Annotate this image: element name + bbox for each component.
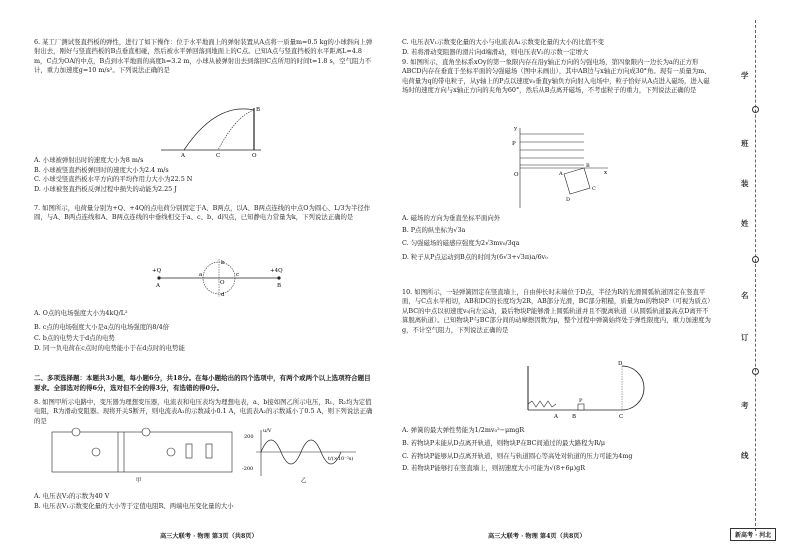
fig9-label-C: C	[592, 186, 596, 192]
q10-option-d: D. 若物块P能够打在竖直墙上，则初速度大小可能为√(8+6μ)gR	[402, 464, 586, 472]
section-heading-text: 二、多项选择题：本题共3小题，每小题6分，共18分。在每小题给出的四个选项中，有两个或两个以上选项符合题目要求。全部选对的得6分，选对但不全的得3分，有选错的得0分。	[34, 374, 371, 392]
q10-option-c: C. 若物块P能够从D点离开轨道，则在与轨道圆心等高处对轨道的压力可能为4mg	[402, 452, 633, 460]
question-9-figure	[512, 124, 612, 212]
margin-char-1: 学	[741, 71, 749, 80]
fig7-label-plusQ: +Q	[152, 268, 162, 274]
fig7-label-B: B	[277, 283, 282, 289]
margin-circle	[752, 106, 759, 113]
question-8-stem: 8. 如图甲所示电路中，变压器为理想变压器，电流表和电压表均为理想电表，a、b接如图乙所示电压，R₁、R₂均为定值电阻，R为滑动变阻器。现将开关S断开，则电流表A₁的示数减小0.1 A，电流表A₂的示数减小了0.5 A，则下列说法正确的是	[34, 398, 373, 425]
question-6-options	[34, 156, 374, 194]
left-page-footer	[160, 531, 258, 540]
fig7-label-a: a	[199, 272, 203, 278]
binding-margin	[731, 0, 781, 551]
question-10-options	[402, 424, 712, 474]
question-7-options	[34, 306, 374, 353]
fig8-label-u: u/V	[263, 428, 272, 434]
question-8	[34, 398, 374, 426]
fig9-label-D: D	[566, 197, 571, 203]
q7-option-c: C. b点的电势大于d点的电势	[34, 334, 115, 342]
fig8-label-axis: t/(×10⁻²s)	[328, 456, 354, 462]
margin-char-4: 姓	[741, 219, 749, 228]
q6-option-d: D. 小球被竖直挡板反弹过程中损失的动能为2.25 J	[34, 184, 177, 193]
fig7-label-b: b	[221, 260, 225, 266]
fig6-label-B: B	[256, 107, 261, 113]
fig7-label-A: A	[156, 283, 160, 289]
q6-option-b: B. 小球被竖直挡板弹回时的速度大小为2.4 m/s	[34, 165, 169, 174]
fig7-label-O: O	[220, 280, 225, 286]
fig7-label-plus4Q: +4Q	[270, 268, 283, 274]
fig7-label-c: c	[236, 272, 240, 278]
fig10-label-C: C	[619, 414, 624, 420]
q9-option-b: B. P点的纵坐标为√3a	[402, 226, 466, 234]
question-10	[402, 288, 712, 335]
fig6-label-A: A	[181, 153, 185, 158]
fig6-label-O: O	[252, 153, 257, 158]
q8-option-c: C. 电压表V₁示数变化量的大小与电流表A₁示数变化量的大小的比值不变	[402, 38, 605, 46]
question-7-stem: 7. 如图所示，电荷量分别为+Q、+4Q的点电荷分别固定于A、B两点，以A、B两点连线的中点O为圆心、L/3为半径作圆，与A、B两点连线和A、B两点连线的中垂线相交于a、c、b、d四点，已知静电力常量为k，下列说法正确的是	[34, 204, 371, 222]
right-page-footer	[488, 531, 586, 540]
section-heading-multiple-choice	[34, 374, 374, 393]
margin-char-5: 名	[741, 291, 749, 300]
fig7-label-d: d	[221, 292, 225, 298]
question-7-figure	[144, 256, 294, 300]
margin-circle	[752, 368, 759, 375]
margin-char-8: 线	[741, 451, 749, 460]
q7-option-d: D. 同一负电荷在c点时的电势能小于在d点时的电势能	[34, 343, 185, 352]
q8-option-a: A. 电压表V₂的示数为40 V	[34, 492, 110, 500]
fig9-label-y: y	[514, 126, 518, 132]
q8-option-b: B. 电压表V₁示数变化量的大小等于定值电阻R、两端电压变化量的大小	[34, 501, 234, 510]
left-footer-text: 高三大联考 · 物理 第3页（共8页）	[160, 533, 258, 540]
binding-dashed-line	[755, 20, 756, 531]
fig9-label-B: B	[586, 163, 590, 169]
fig8-label-jia: 甲	[136, 478, 142, 484]
question-10-figure	[522, 360, 652, 420]
fig6-label-C: C	[216, 153, 221, 158]
fig8-label-200: 200	[244, 434, 254, 440]
q6-option-a: A. 小球被弹射出时的速度大小为8 m/s	[34, 156, 144, 164]
margin-char-2: 班	[741, 139, 749, 148]
q9-option-c: C. 匀强磁场的磁感应强度为2√3mv₀/3qa	[402, 239, 520, 247]
question-10-stem: 10. 如图所示，一轻弹簧固定在竖直墙上，自由伸长时末端位于D点，半径为R的光滑圆弧轨道固定在竖直平面，与C点水平相切，AB和DC的长度均为2R，AB部分光滑，BC部分粗糙，质量为m的物块P（可视为质点）从BC的中点以初速度v₀向左运动，最后物块P能够滑上圆弧轨道并且不脱离轨道（从圆弧轨道最高点D离开不算脱离轨道）。已知物块P与BC部分间的动摩擦因数为μ，整个过程中弹簧始终处于弹性限度内，重力加速度为g，不计空气阻力，下列说法正确的是	[402, 288, 711, 334]
question-6-figure	[156, 102, 266, 158]
fig8-label-neg200: -200	[242, 466, 254, 472]
question-8-continued	[402, 38, 712, 57]
fig10-label-D: D	[618, 361, 623, 367]
fig9-label-P: P	[512, 141, 516, 147]
q6-option-c: C. 小球受竖直挡板水平方向的平均作用力大小为22.5 N	[34, 175, 193, 184]
margin-char-7: 考	[741, 401, 749, 410]
question-9-stem: 9. 如图所示，直角坐标系xOy的第一象限内存在沿y轴正方向的匀强电场，第四象限内一边长为a的正方形ABCD内存在垂直于坐标平面的匀强磁场（图中未画出），其中AB边与x轴正方向成30°角。现有一质量为m、电荷量为q的带电粒子，从y轴上的P点以速度v₀垂直y轴负方向射入电场中，粒子恰好从A点进入磁场，进入磁场时的速度方向与x轴正方向的夹角为60°，然后从B点离开磁场，不考虑粒子的重力，下列说法正确的是	[402, 58, 711, 95]
q9-option-a: A. 磁场的方向为垂直坐标平面向外	[402, 214, 501, 222]
fig9-label-x: x	[604, 170, 608, 176]
fig8-label-yi: 乙	[301, 478, 307, 484]
q7-option-a: A. O点的电场强度大小为4kQ/L²	[34, 309, 128, 317]
edition-badge	[730, 528, 776, 541]
fig10-label-A: A	[554, 414, 558, 420]
question-9-options	[402, 212, 712, 264]
question-6-stem: 6. 某工厂测试竖直挡板的弹性，进行了如下操作：位于水平地面上的弹射装置从A点将一质量m=0.5 kg的小球斜向上弹射出去，刚好与竖直挡板的B点垂直相碰，然后被水平弹回落到地面上的C点。已知A点与竖直挡板的水平距离L=4.8 m，C点为OA的中点，B点到水平地面的高度h=3.2 m，小球从被弹射出去到落回C点所用的时间t=1.8 s，空气阻力不计，重力加速度g=10 m/s²。下列说法正确的是	[34, 38, 373, 75]
q10-option-b: B. 若物块P未能从D点离开轨道，则物块P在BC间通过的最大路程为R/μ	[402, 439, 606, 447]
question-8-figure	[46, 426, 366, 484]
q8-option-d: D. 若将滑动变阻器的滑片向d端滑动，则电压表V₂的示数一定增大	[402, 47, 589, 56]
q10-option-a: A. 弹簧的最大弹性势能为1/2mv₀²−μmgR	[402, 426, 525, 434]
margin-char-6: 订	[741, 333, 749, 342]
edition-badge-text: 新高考 · 河北	[735, 532, 772, 539]
question-6	[34, 38, 374, 76]
fig9-label-O: O	[514, 172, 519, 178]
q9-option-d: D. 粒子从P点运动到B点的时间为(6√3+√3π)a/6v₀	[402, 253, 548, 261]
fig10-label-B: B	[572, 414, 577, 420]
q7-option-b: B. c点的电场强度大小是a点的电场强度的8/4倍	[34, 323, 170, 331]
fig10-label-P: P	[579, 398, 583, 404]
question-7	[34, 204, 374, 223]
question-8-options	[34, 492, 374, 511]
right-footer-text: 高三大联考 · 物理 第4页（共8页）	[488, 533, 586, 540]
margin-circle	[752, 256, 759, 263]
margin-char-3: 装	[741, 179, 749, 188]
question-9	[402, 58, 712, 96]
fig9-label-A: A	[559, 171, 563, 177]
